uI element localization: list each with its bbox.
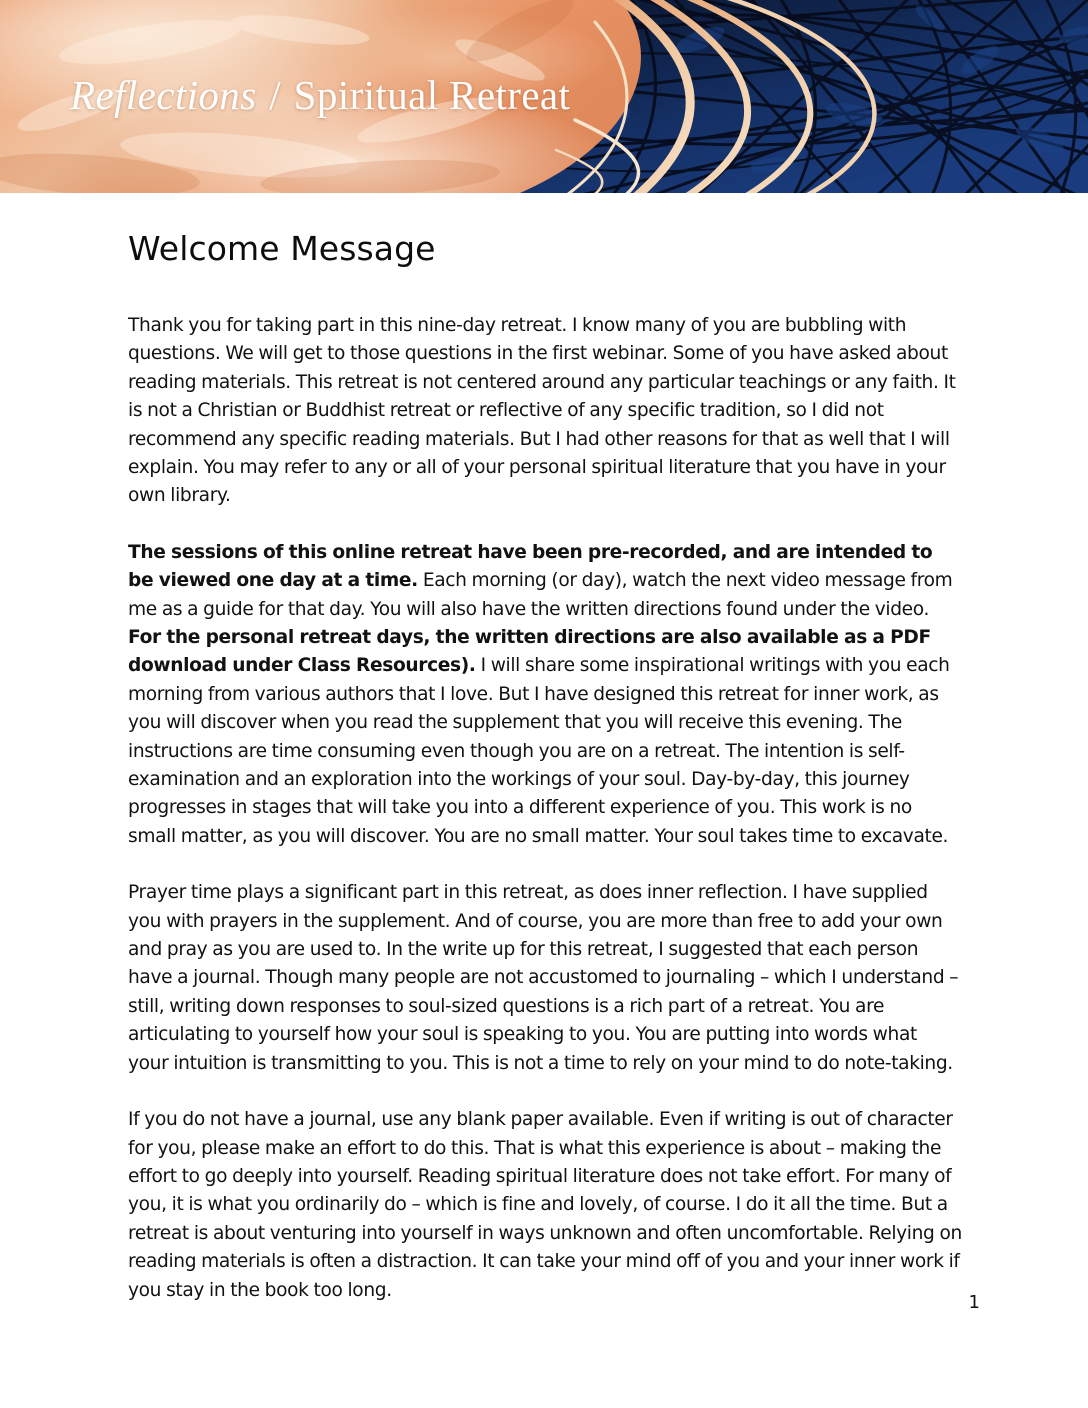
banner-title-separator: / [269, 72, 282, 118]
body-copy [128, 312, 962, 1305]
text-run: Thank you for taking part in this nine-day retreat. I know many of you are bubbling with questions. We will get to those questions in the first webinar. Some of you have asked about reading materials. This retreat is not centered around any particular teachings or any faith. It is not a Christian or Buddhist retreat or reflective of any specific tradition, so I did not recommend any specific reading materials. But I had other reasons for that as well that I will explain. You may refer to any or all of your personal spiritual literature that you have in your own library. [128, 314, 956, 507]
text-run: Prayer time plays a significant part in this retreat, as does inner reflection. I have supplied you with prayers in the supplement. And of course, you are more than free to add your own and pray as you are used to. In the write up for this retreat, I suggested that each person have a journal. Though many people are not accustomed to journaling – which I understand – still, writing down responses to soul-sized questions is a rich part of a retreat. You are articulating to yourself how your soul is speaking to you. You are putting into words what your intuition is transmitting to you. This is not a time to rely on your mind to do note-taking. [128, 882, 959, 1074]
text-run: I will share some inspirational writings with you each morning from various authors that I love. But I have designed this retreat for inner work, as you will discover when you read the supplement that you will receive this evening. The instructions are time consuming even though you are on a retreat. The intention is self-examination and an exploration into the workings of your soul. Day-by-day, this journey progresses in stages that will take you into a different experience of you. This work is no small matter, as you will discover. You are no small matter. Your soul takes time to excavate. [128, 655, 950, 847]
paragraph-p4 [128, 1106, 962, 1305]
page-number: 1 [968, 1292, 980, 1313]
text-run-bold: For the personal retreat days, the written directions are also available as a PDF download under Class Resources). [128, 627, 931, 677]
banner-title-reflections: Reflections [70, 72, 257, 118]
banner-title-spiritual-retreat: Spiritual Retreat [293, 72, 571, 118]
banner-title [70, 74, 570, 117]
paragraph-p3 [128, 879, 962, 1078]
paragraph-p1 [128, 312, 962, 511]
paragraph-p2 [128, 539, 962, 851]
text-run: Each morning (or day), watch the next video message from me as a guide for that day. You will also have the written directions found under the video. [128, 570, 953, 620]
header-banner [0, 0, 1088, 193]
text-run: If you do not have a journal, use any blank paper available. Even if writing is out of character for you, please make an effort to do this. That is what this experience is about – making the effort to go deeply into yourself. Reading spiritual literature does not take effort. For many of you, it is what you ordinarily do – which is fine and lovely, of course. I do it all the time. But a retreat is about venturing into yourself in ways unknown and often uncomfortable. Relying on reading materials is often a distraction. It can take your mind off of you and your inner work if you stay in the book too long. [128, 1109, 962, 1301]
page-title: Welcome Message [128, 229, 436, 268]
text-run-bold: The sessions of this online retreat have been pre-recorded, and are intended to be viewed one day at a time. [128, 541, 933, 592]
document-content [128, 193, 962, 1305]
